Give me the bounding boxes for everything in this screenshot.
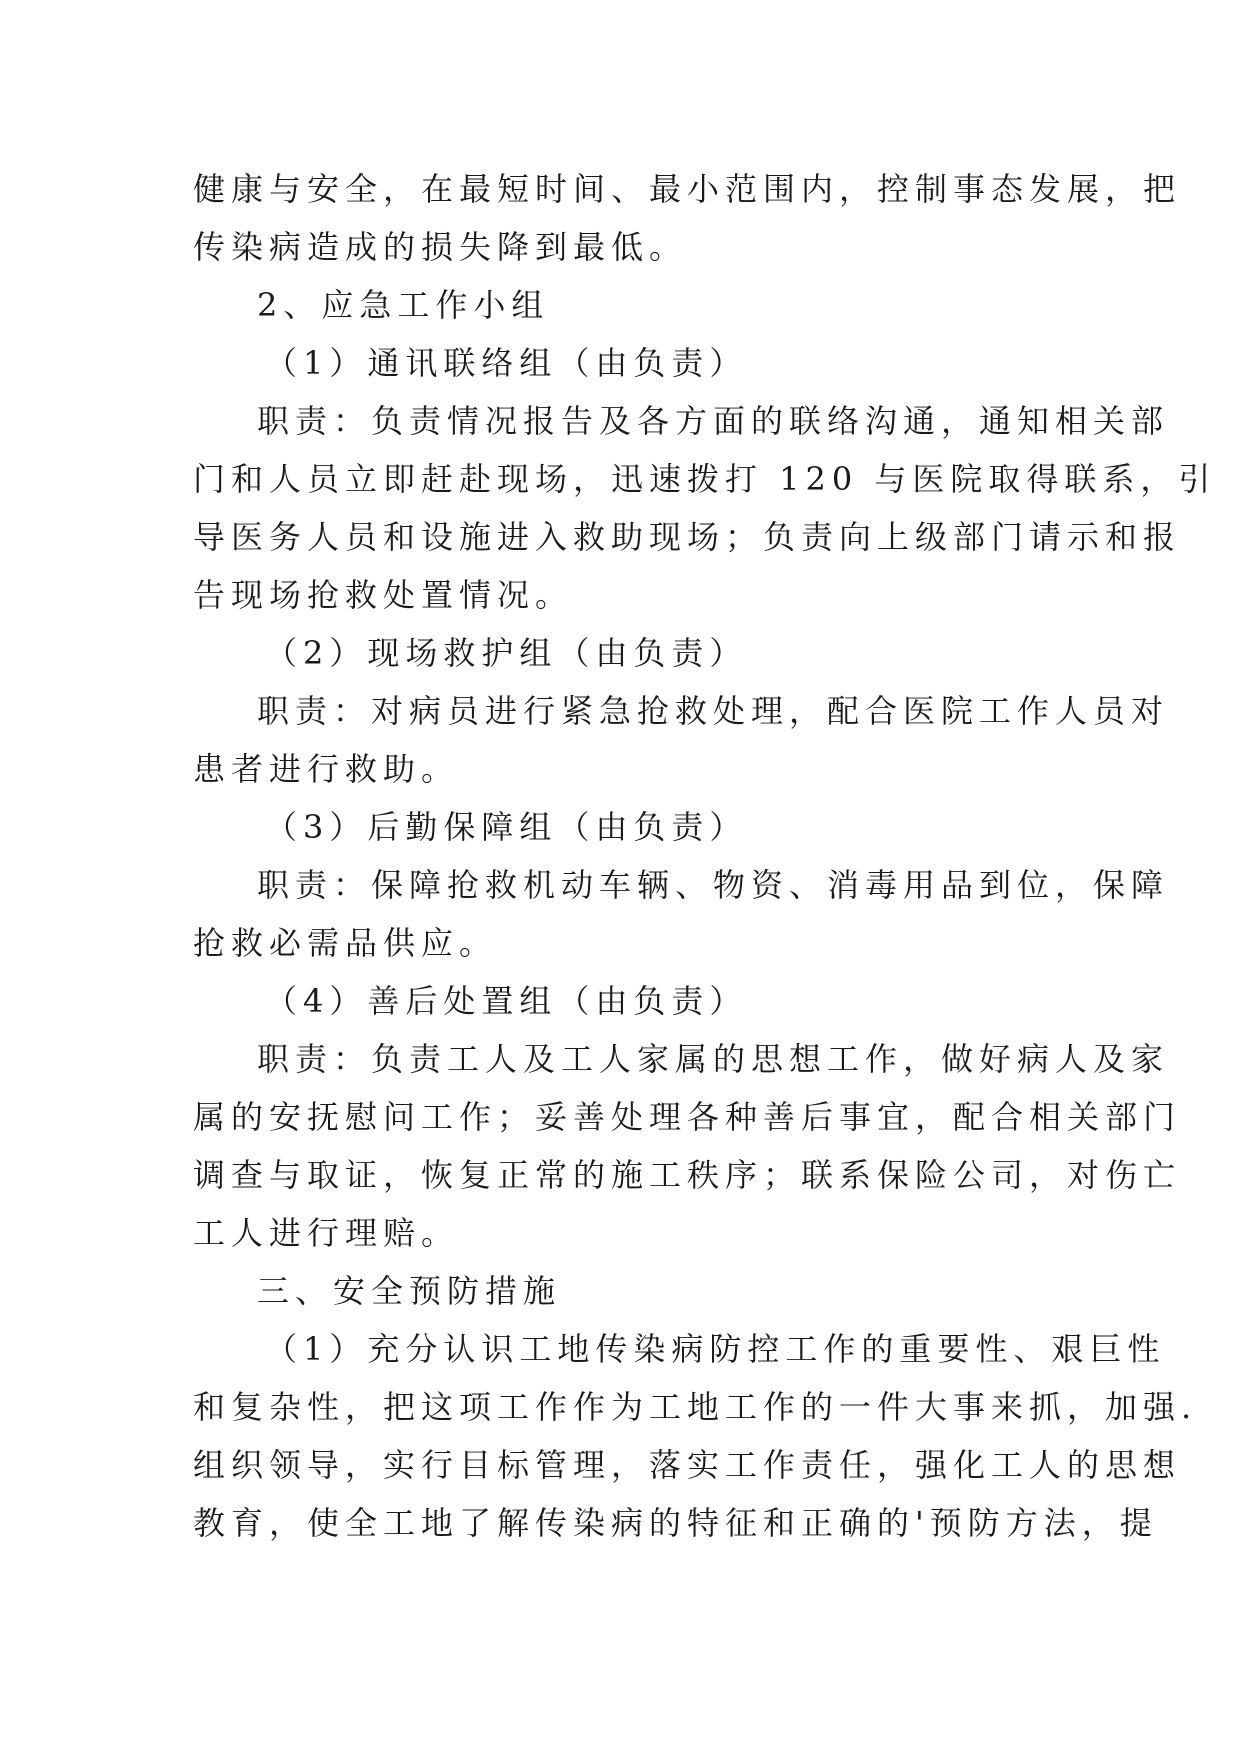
body-line: 调查与取证，恢复正常的施工秩序；联系保险公司，对伤亡	[193, 1156, 1182, 1194]
subsection-heading: （1）通讯联络组（由负责）	[265, 344, 748, 382]
body-line: 患者进行救助。	[193, 750, 460, 788]
subsection-heading: （3）后勤保障组（由负责）	[265, 808, 748, 846]
body-line: （1）充分认识工地传染病防控工作的重要性、艰巨性	[265, 1330, 1166, 1368]
body-line: 门和人员立即赶赴现场，迅速拨打 120 与医院取得联系，引	[193, 460, 1217, 498]
body-line: 教育，使全工地了解传染病的特征和正确的'预防方法，提	[193, 1504, 1158, 1542]
body-line: 导医务人员和设施进入救助现场；负责向上级部门请示和报	[193, 518, 1182, 556]
body-line: 工人进行理赔。	[193, 1214, 460, 1252]
body-line: 健康与安全，在最短时间、最小范围内，控制事态发展，把	[193, 170, 1182, 208]
subsection-heading: （2）现场救护组（由负责）	[265, 634, 748, 672]
body-line: 告现场抢救处置情况。	[193, 576, 574, 614]
section-heading: 2、应急工作小组	[257, 286, 550, 324]
body-line: 职责：负责情况报告及各方面的联络沟通，通知相关部	[257, 402, 1170, 440]
body-line: 抢救必需品供应。	[193, 924, 498, 962]
body-line: 职责：负责工人及工人家属的思想工作，做好病人及家	[257, 1040, 1170, 1078]
section-heading: 三、安全预防措施	[257, 1272, 562, 1310]
body-line: 属的安抚慰问工作；妥善处理各种善后事宜，配合相关部门	[193, 1098, 1182, 1136]
body-line: 职责：保障抢救机动车辆、物资、消毒用品到位，保障	[257, 866, 1170, 904]
body-line: 传染病造成的损失降到最低。	[193, 228, 688, 266]
body-line: 职责：对病员进行紧急抢救处理，配合医院工作人员对	[257, 692, 1170, 730]
body-line: 和复杂性，把这项工作作为工地工作的一件大事来抓，加强.	[193, 1388, 1198, 1426]
body-line: 组织领导，实行目标管理，落实工作责任，强化工人的思想	[193, 1446, 1182, 1484]
document-body	[193, 160, 1217, 1552]
subsection-heading: （4）善后处置组（由负责）	[265, 982, 748, 1020]
